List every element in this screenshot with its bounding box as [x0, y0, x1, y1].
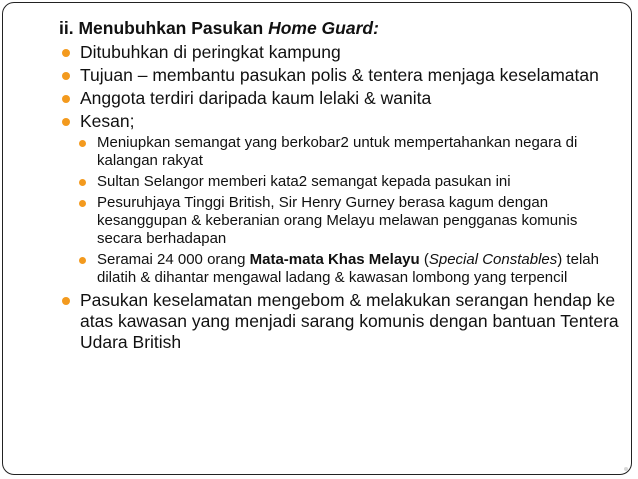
- list-item: [59, 290, 619, 353]
- list-item: [59, 111, 619, 132]
- special-italic-term: Special Constables: [428, 251, 558, 268]
- bullet-dot-icon: [62, 297, 70, 305]
- list-item-text: Ditubuhkan di peringkat kampung: [80, 42, 341, 62]
- sub-list-item: [59, 134, 619, 170]
- list-item: [59, 88, 619, 109]
- bullet-dot-icon: [62, 95, 70, 103]
- list-item-text: Kesan;: [80, 111, 135, 131]
- list-item: [59, 65, 619, 86]
- special-part2: (: [419, 251, 429, 268]
- sub-list-item-text: [97, 251, 599, 286]
- slide-content: [59, 17, 619, 355]
- list-item: [59, 42, 619, 63]
- bullet-dot-icon: [79, 179, 86, 186]
- special-part3: ) telah dilatih & dihantar mengawal ladang & kawasan lombong yang terpencil: [97, 251, 599, 286]
- bullet-list: [59, 42, 619, 132]
- bullet-dot-icon: [62, 118, 70, 126]
- bullet-dot-icon: [62, 49, 70, 57]
- heading-emphasis: Home Guard:: [268, 18, 379, 38]
- special-part1: Seramai 24 000 orang: [97, 251, 250, 268]
- sub-list-item-text: Sultan Selangor memberi kata2 semangat kepada pasukan ini: [97, 173, 511, 190]
- bullet-dot-icon: [62, 72, 70, 80]
- list-item-text: Tujuan – membantu pasukan polis & tentera menjaga keselamatan: [80, 65, 599, 85]
- bullet-dot-icon: [79, 200, 86, 207]
- sub-list-item-text: Meniupkan semangat yang berkobar2 untuk mempertahankan negara di kalangan rakyat: [97, 134, 578, 169]
- sub-list-item: [59, 251, 619, 287]
- list-item-text: Pasukan keselamatan mengebom & melakukan serangan hendap ke atas kawasan yang menjadi sarang komunis dengan bantuan Tentera Udara British: [80, 290, 619, 352]
- bullet-dot-icon: [79, 257, 86, 264]
- list-item-text: Anggota terdiri daripada kaum lelaki & wanita: [80, 88, 432, 108]
- special-bold-term: Mata-mata Khas Melayu: [249, 251, 420, 268]
- sub-bullet-list: [59, 134, 619, 287]
- page-marker-icon: [624, 467, 628, 471]
- sub-list-item: [59, 194, 619, 248]
- slide-heading: [59, 17, 619, 39]
- sub-list-item-text: Pesuruhjaya Tinggi British, Sir Henry Gurney berasa kagum dengan kesanggupan & keberanian orang Melayu melawan pengganas komunis secara berhadapan: [97, 194, 578, 247]
- bullet-dot-icon: [79, 140, 86, 147]
- final-bullet-list: [59, 290, 619, 353]
- sub-list-item: [59, 173, 619, 191]
- heading-text: ii. Menubuhkan Pasukan: [59, 18, 269, 38]
